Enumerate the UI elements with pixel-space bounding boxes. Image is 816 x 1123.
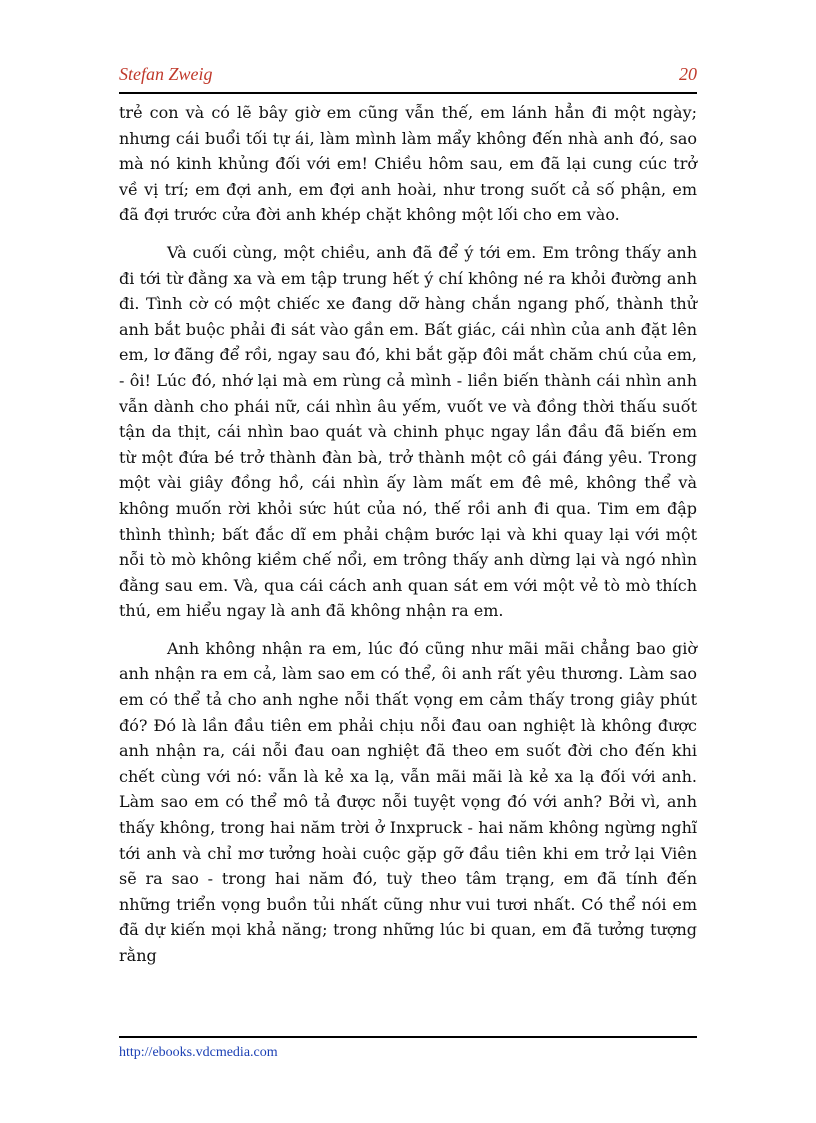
footer-link[interactable]: http://ebooks.vdcmedia.com <box>119 1045 278 1060</box>
footer-rule <box>119 1036 697 1038</box>
header-rule <box>119 92 697 94</box>
page-header <box>119 64 697 90</box>
paragraph-3: Anh không nhận ra em, lúc đó cũng như mãi mãi chẳng bao giờ anh nhận ra em cả, làm sao em có thể, ôi anh rất yêu thương. Làm sao em có thể tả cho anh nghe nỗi thất vọng em cảm thấy trong giây phút đó? Đó là lần đầu tiên em phải chịu nỗi đau oan nghiệt là không được anh nhận ra, cái nỗi đau oan nghiệt đã theo em suốt đời cho đến khi chết cùng với nó: vẫn là kẻ xa lạ, vẫn mãi mãi là kẻ xa lạ đối với anh. Làm sao em có thể mô tả được nỗi tuyệt vọng đó với anh? Bởi vì, anh thấy không, trong hai năm trời ở Inxpruck - hai năm không ngừng nghĩ tới anh và chỉ mơ tưởng hoài cuộc gặp gỡ đầu tiên khi em trở lại Viên sẽ ra sao - trong hai năm đó, tuỳ theo tâm trạng, em đã tính đến những triển vọng buồn tủi nhất cũng như vui tươi nhất. Có thể nói em đã dự kiến mọi khả năng; trong những lúc bi quan, em đã tưởng tượng rằng <box>119 638 697 965</box>
paragraph-1: trẻ con và có lẽ bây giờ em cũng vẫn thế, em lánh hẳn đi một ngày; nhưng cái buổi tối tự ái, làm mình làm mẩy không đến nhà anh đó, sao mà nó kinh khủng đối với em! Chiều hôm sau, em đã lại cung cúc trở về vị trí; em đợi anh, em đợi anh hoài, như trong suốt cả số phận, em đã đợi trước cửa đời anh khép chặt không một lối cho em vào. <box>119 103 697 225</box>
body-text <box>119 100 697 981</box>
author-name: Stefan Zweig <box>119 64 213 84</box>
page-number: 20 <box>679 64 697 84</box>
paragraph-2: Và cuối cùng, một chiều, anh đã để ý tới em. Em trông thấy anh đi tới từ đằng xa và em tập trung hết ý chí không né ra khỏi đường anh đi. Tình cờ có một chiếc xe đang dỡ hàng chắn ngang phố, thành thử anh bắt buộc phải đi sát vào gần em. Bất giác, cái nhìn của anh đặt lên em, lơ đãng để rồi, ngay sau đó, khi bắt gặp đôi mắt chăm chú của em, - ôi! Lúc đó, nhớ lại mà em rùng cả mình - liền biến thành cái nhìn anh vẫn dành cho phái nữ, cái nhìn âu yếm, vuốt ve và đồng thời thấu suốt tận da thịt, cái nhìn bao quát và chinh phục ngay lần đầu đã biến em từ một đứa bé trở thành đàn bà, trở thành một cô gái đáng yêu. Trong một vài giây đồng hồ, cái nhìn ấy làm mất em đê mê, không thể và không muốn rời khỏi sức hút của nó, thế rồi anh đi qua. Tim em đập thình thình; bất đắc dĩ em phải chậm bước lại và khi quay lại với một nỗi tò mò không kiềm chế nổi, em trông thấy anh dừng lại và ngó nhìn đằng sau em. Và, qua cái cách anh quan sát em với một vẻ tò mò thích thú, em hiểu ngay là anh đã không nhận ra em. <box>119 242 697 621</box>
